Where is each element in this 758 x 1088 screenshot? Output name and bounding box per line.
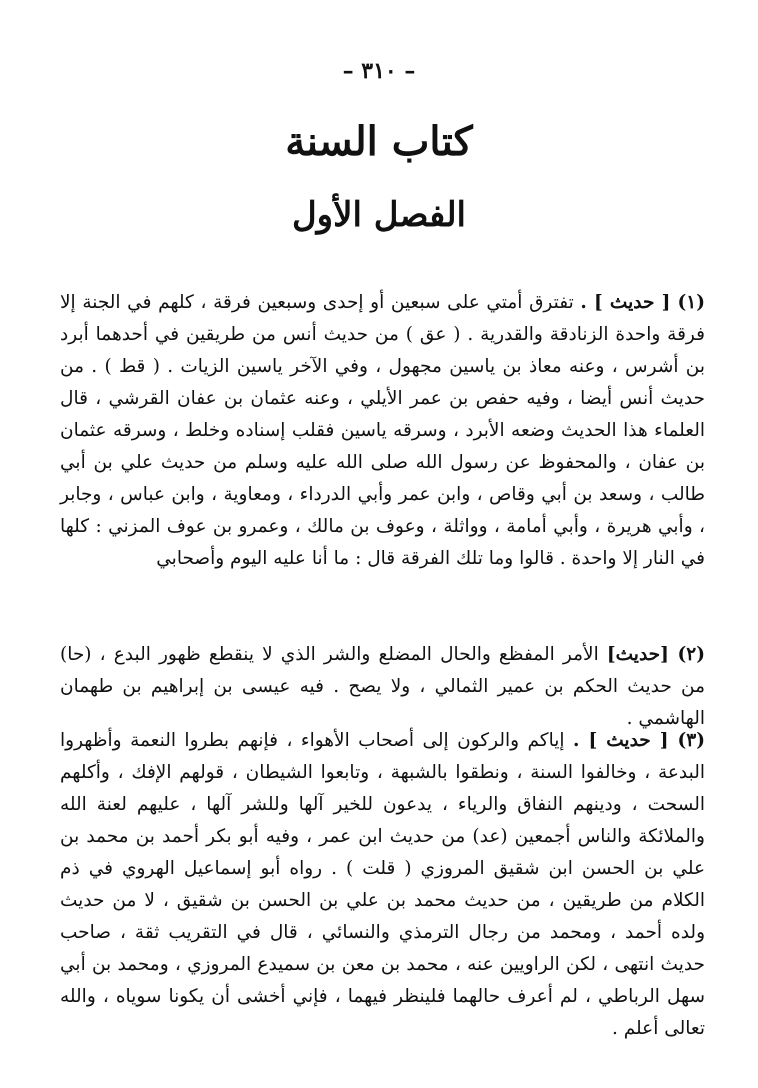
hadith-paragraph-2 bbox=[60, 639, 705, 735]
hadith-paragraph-1 bbox=[60, 287, 705, 575]
hadith-text-3: إياكم والركون إلى أصحاب الأهواء ، فإنهم بطروا النعمة وأظهروا البدعة ، وخالفوا السنة ، ونطقوا بالشبهة ، وتابعوا الشيطان ، قولهم الإفك ، وأكلهم السحت ، ودينهم النفاق والرياء ، يدعون للخير آلها وللشر آلها ، عليهم لعنة الله والملائكة والناس أجمعين (عد) من حديث ابن عمر ، وفيه أبو بكر أحمد بن محمد بن علي بن الحسن ابن شقيق المروزي ( قلت ) . رواه أبو إسماعيل الهروي في ذم الكلام من طريقين ، من حديث محمد بن علي بن الحسن بن شقيق ، لا من حديث ولده أحمد ، ومحمد من رجال الترمذي والنسائي ، قال في التقريب ثقة ، صاحب حديث انتهى ، لكن الراويين عنه ، محمد بن معن بن سميدع المروزي ، ومحمد بن أبي سهل الرباطي ، لم أعرف حالهما فلينظر فيهما ، فإني أخشى أن يكونا سوياه ، والله تعالى أعلم . bbox=[60, 729, 705, 1039]
hadith-text-2: الأمر المفظع والحال المضلع والشر الذي لا ينقطع ظهور البدع ، (حا) من حديث الحكم بن عمير الثمالي ، ولا يصح . فيه عيسى بن إبراهيم بن طهمان الهاشمي . bbox=[60, 643, 705, 729]
hadith-label-1: (١) [ حديث ] . bbox=[580, 291, 705, 313]
hadith-text-1: تفترق أمتي على سبعين أو إحدى وسبعين فرقة ، كلهم في الجنة إلا فرقة واحدة الزنادقة والقدرية . ( عق ) من حديث أنس من طريقين في أحدهما أبرد بن أشرس ، وعنه معاذ بن ياسين مجهول ، وفي الآخر ياسين الزيات . ( قط ) . من حديث أنس أيضا ، وفيه حفص بن عمر الأيلي ، وعنه عثمان بن عفان القرشي ، قال العلماء هذا الحديث وضعه الأبرد ، وسرقه ياسين فقلب إسناده وخلط ، وسرقه عثمان بن عفان ، والمحفوظ عن رسول الله صلى الله عليه وسلم من حديث علي بن أبي طالب ، وسعد بن أبي وقاص ، وابن عمر وأبي الدرداء ، ومعاوية ، وابن عباس ، وجابر ، وأبي هريرة ، وأبي أمامة ، وواثلة ، وعوف بن مالك ، وعمرو بن عوف المزني : كلها في النار إلا واحدة . قالوا وما تلك الفرقة قال : ما أنا عليه اليوم وأصحابي bbox=[60, 291, 705, 569]
book-title: كتاب السنة bbox=[285, 118, 473, 165]
hadith-paragraph-3 bbox=[60, 725, 705, 1045]
page-number: – ٣١٠ – bbox=[342, 58, 416, 84]
hadith-label-3: (٣) [ حديث ] . bbox=[573, 729, 705, 751]
hadith-label-2: (٢) [حديث] bbox=[606, 643, 705, 665]
section-title: الفصل الأول bbox=[291, 195, 467, 235]
